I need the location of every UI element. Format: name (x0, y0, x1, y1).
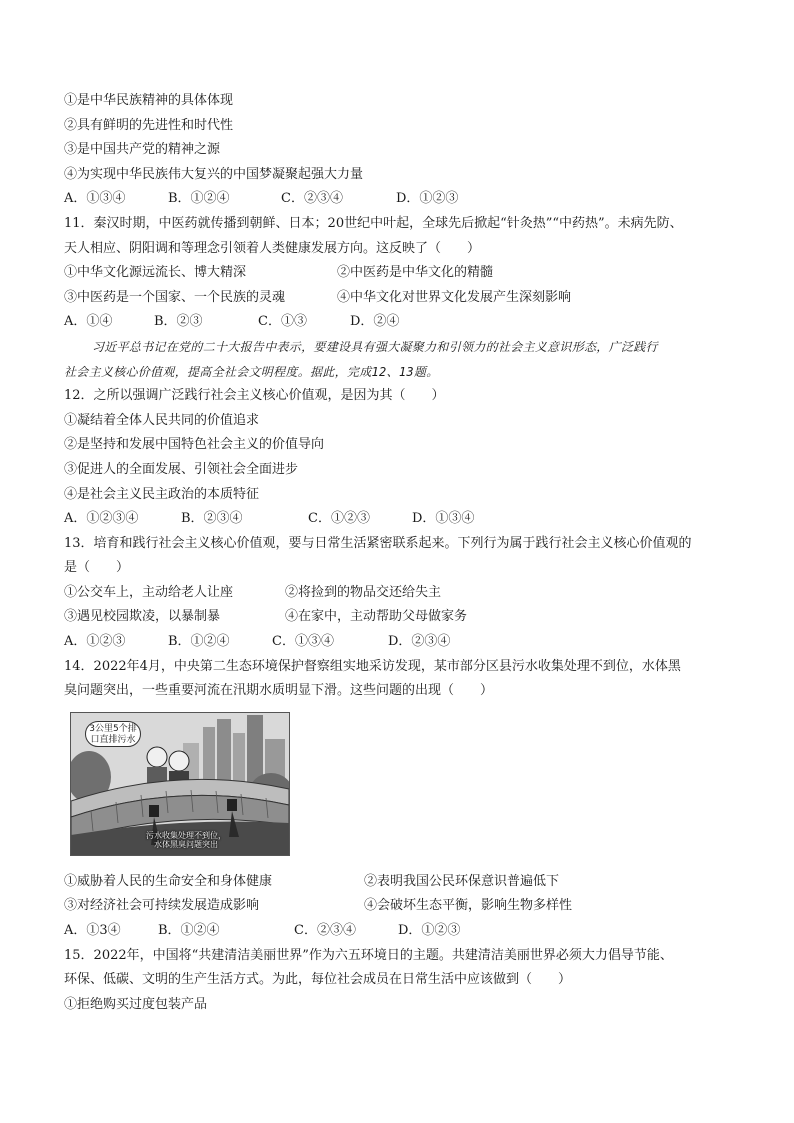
answer-a: A．①②③④ (64, 511, 139, 527)
option-line: ①公交车上，主动给老人让座 (64, 584, 234, 600)
answer-c: C．②③④ (281, 191, 343, 207)
answer-choices (64, 310, 754, 335)
option-line: ②将捡到的物品交还给失主 (285, 584, 442, 600)
option-line: ③遇见校园欺凌，以暴制暴 (64, 609, 221, 625)
question-15-stem: 15．2022年，中国将“共建清洁美丽世界”作为六五环境日的主题。共建清洁美丽世界必须大力倡导节能、 (64, 947, 673, 963)
answer-b: B．①②④ (168, 191, 230, 207)
option-line: ③是中国共产党的精神之源 (64, 142, 221, 158)
question-13-stem: 是（ ） (64, 560, 130, 576)
answer-a: A．①②③ (64, 634, 126, 650)
answer-b: B．①②④ (158, 923, 220, 939)
question-14-stem: 臭问题突出，一些重要河流在汛期水质明显下滑。这些问题的出现（ ） (64, 683, 494, 699)
answer-a: A．①3④ (64, 923, 121, 939)
answer-c: C．①③④ (272, 634, 334, 650)
option-line: ①威胁着人民的生命安全和身体健康 (64, 873, 273, 889)
material-intro: 习近平总书记在党的二十大报告中表示，要建设具有强大凝聚力和引领力的社会主义意识形态，广泛践行 (92, 339, 658, 354)
exam-page (64, 89, 754, 1017)
answer-b: B．①②④ (168, 634, 230, 650)
question-11-stem: 天人相应、阴阳调和等理念引领着人类健康发展方向。这反映了（ ） (64, 240, 481, 256)
question-13-stem: 13．培育和践行社会主义核心价值观，要与日常生活紧密联系起来。下列行为属于践行社会主义核心价值观的 (64, 535, 692, 551)
answer-d: D．①③④ (412, 511, 475, 527)
answer-c: C．①②③ (308, 511, 370, 527)
answer-choices (64, 507, 754, 532)
option-line: ④为实现中华民族伟大复兴的中国梦凝聚起强大力量 (64, 166, 364, 182)
question-14-options (64, 870, 754, 895)
question-13-options (64, 581, 754, 606)
question-11-options (64, 261, 754, 286)
option-line: ②中医药是中华文化的精髓 (337, 265, 494, 281)
answer-choices (64, 919, 754, 944)
answer-c: C．①③ (258, 314, 307, 330)
answer-d: D．②③④ (388, 634, 451, 650)
answer-choices (64, 187, 754, 212)
question-12-stem: 12．之所以强调广泛践行社会主义核心价值观，是因为其（ ） (64, 388, 445, 404)
option-line: ①是中华民族精神的具体体现 (64, 93, 234, 108)
option-line: ③促进人的全面发展、引领社会全面进步 (64, 461, 299, 477)
answer-choices (64, 630, 754, 655)
material-intro: 社会主义核心价值观，提高全社会文明程度。据此，完成12、13题。 (64, 364, 439, 379)
question-15-stem: 环保、低碳、文明的生产生活方式。为此，每位社会成员在日常生活中应该做到（ ） (64, 972, 572, 988)
answer-d: D．②④ (350, 314, 400, 330)
cartoon-caption: 污水收集处理不到位，水体黑臭问题突出 (146, 830, 226, 849)
option-line: ④会破坏生态平衡，影响生物多样性 (364, 898, 573, 914)
question-11-stem: 11．秦汉时期，中医药就传播到朝鲜、日本；20世纪中叶起，全球先后掀起“针灸热”“中药热”。未病先防、 (64, 215, 683, 231)
option-line: ②是坚持和发展中国特色社会主义的价值导向 (64, 437, 325, 453)
option-line: ④在家中，主动帮助父母做家务 (285, 609, 468, 625)
answer-c: C．②③④ (294, 923, 356, 939)
option-line: ④中华文化对世界文化发展产生深刻影响 (337, 289, 572, 305)
answer-b: B．②③ (154, 314, 203, 330)
pollution-cartoon (70, 712, 290, 856)
option-line: ③中医药是一个国家、一个民族的灵魂 (64, 289, 286, 305)
option-line: ①凝结着全体人民共同的价值追求 (64, 412, 260, 428)
answer-d: D．①②③ (396, 191, 459, 207)
option-line: ①中华文化源远流长、博大精深 (64, 265, 247, 281)
option-line: ④是社会主义民主政治的本质特征 (64, 486, 260, 502)
answer-a: A．①④ (64, 314, 113, 330)
option-line: ②具有鲜明的先进性和时代性 (64, 117, 234, 133)
question-14-options (64, 894, 754, 919)
answer-a: A．①③④ (64, 191, 126, 207)
option-line: ②表明我国公民环保意识普遍低下 (364, 873, 560, 889)
question-13-options (64, 605, 754, 630)
question-14-stem: 14．2022年4月，中央第二生态环境保护督察组实地采访发现，某市部分区县污水收集处理不到位，水体黑 (64, 658, 681, 674)
answer-d: D．①②③ (398, 923, 461, 939)
option-line: ①拒绝购买过度包装产品 (64, 996, 208, 1012)
question-11-options (64, 286, 754, 311)
answer-b: B．②③④ (181, 511, 243, 527)
option-line: ③对经济社会可持续发展造成影响 (64, 898, 260, 914)
speech-bubble: 3公里5个排口直排污水 (85, 721, 141, 747)
